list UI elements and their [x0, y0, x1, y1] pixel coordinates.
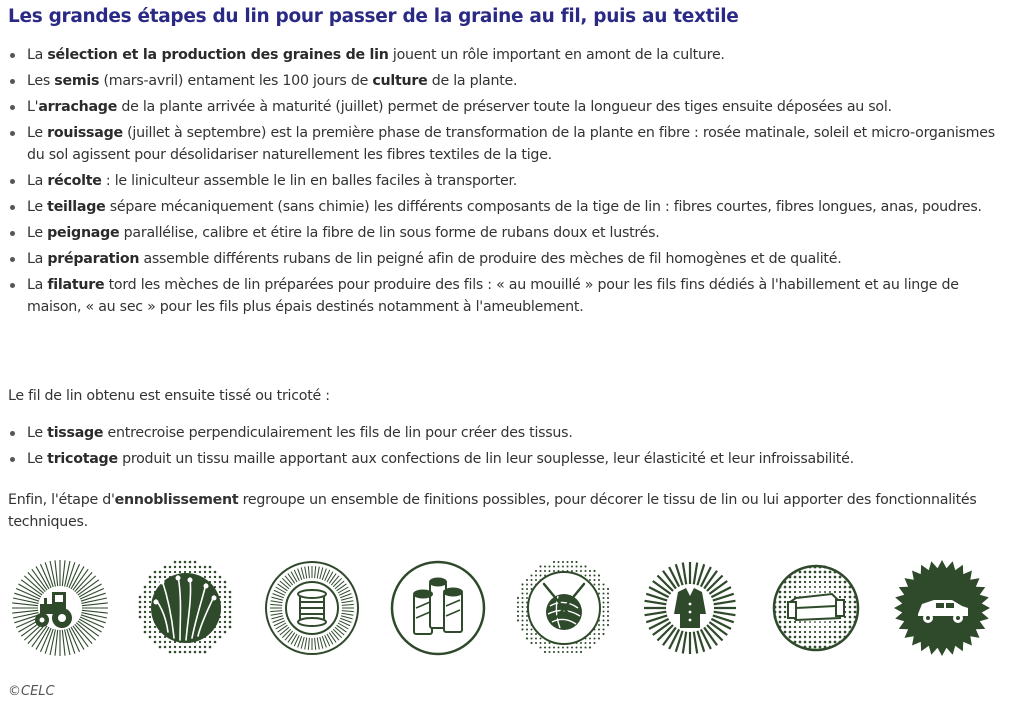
list-item: Les semis (mars-avril) entament les 100 jours de culture de la plante.: [8, 70, 1012, 92]
sofa-icon: [766, 558, 866, 658]
fabric-rolls-icon: [388, 558, 488, 658]
final-paragraph: Enfin, l'étape d'ennoblissement regroupe un ensemble de finitions possibles, pour décorer le tissu de lin ou lui apporter des fonctionnalités techniques.: [8, 492, 977, 530]
shirt-icon: [640, 558, 740, 658]
list-item: La récolte : le liniculteur assemble le lin en balles faciles à transporter.: [8, 170, 1012, 192]
list-item: L'arrachage de la plante arrivée à maturité (juillet) permet de préserver toute la longueur des tiges ensuite déposées au sol.: [8, 96, 1012, 118]
weaving-list: [8, 422, 1012, 474]
list-item: La sélection et la production des graines de lin jouent un rôle important en amont de la culture.: [8, 44, 1012, 66]
list-item: Le tricotage produit un tissu maille apportant aux confections de lin leur souplesse, leur élasticité et leur infroissabilité.: [8, 448, 1012, 470]
intro-paragraph: Le fil de lin obtenu est ensuite tissé ou tricoté :: [8, 388, 330, 404]
list-item: Le tissage entrecroise perpendiculairement les fils de lin pour créer des tissus.: [8, 422, 1012, 444]
tractor-sunburst-icon: [10, 558, 110, 658]
list-item: La filature tord les mèches de lin préparées pour produire des fils : « au mouillé » pour les fils fins dédiés à l'habillement et au linge de maison, « au sec » pour les fils plus épais destinés notamment à l'ameublement.: [8, 274, 1012, 318]
list-item: Le peignage parallélise, calibre et étire la fibre de lin sous forme de rubans doux et lustrés.: [8, 222, 1012, 244]
icon-row: [10, 558, 1000, 658]
steps-list: [8, 44, 1012, 322]
car-icon: [892, 558, 992, 658]
yarn-ball-needles-icon: [514, 558, 614, 658]
flax-stems-icon: [136, 558, 236, 658]
copyright-credit: ©CELC: [8, 684, 55, 699]
list-item: La préparation assemble différents rubans de lin peigné afin de produire des mèches de fil homogènes et de qualité.: [8, 248, 1012, 270]
page-title: Les grandes étapes du lin pour passer de la graine au fil, puis au textile: [8, 6, 739, 27]
list-item: Le rouissage (juillet à septembre) est la première phase de transformation de la plante en fibre : rosée matinale, soleil et micro-organismes du sol agissent pour désolidariser naturellement les fibres textiles de la tige.: [8, 122, 1012, 166]
list-item: Le teillage sépare mécaniquement (sans chimie) les différents composants de la tige de lin : fibres courtes, fibres longues, anas, poudres.: [8, 196, 1012, 218]
thread-spool-icon: [262, 558, 362, 658]
